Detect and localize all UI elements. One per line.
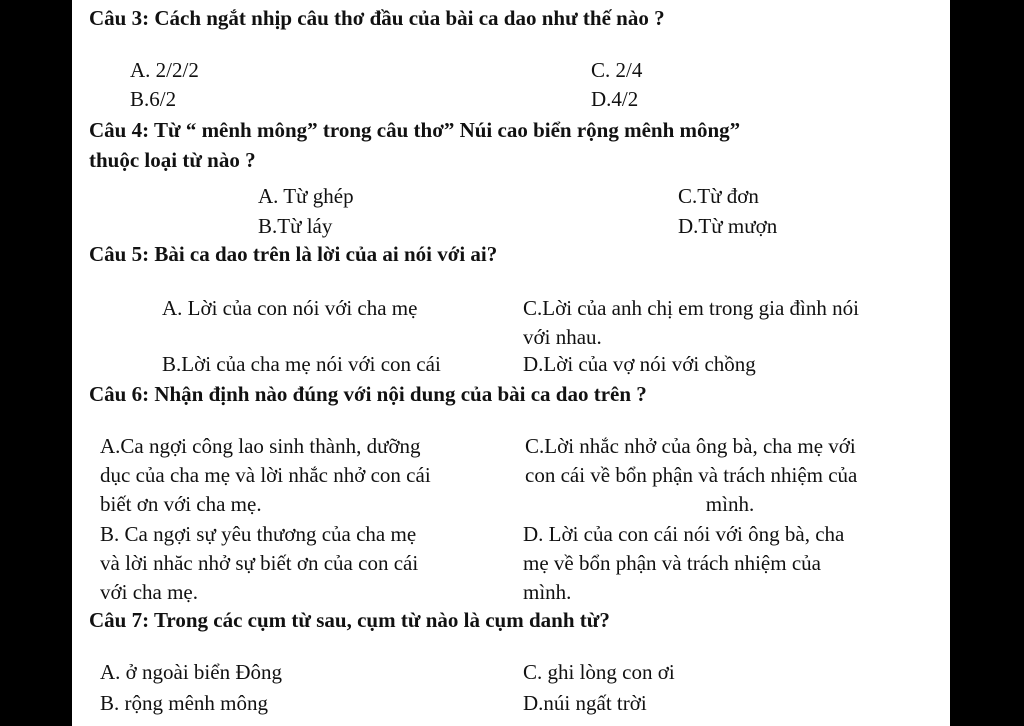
q5-option-b: B.Lời của cha mẹ nói với con cái [162,352,441,376]
q6-option-b-line2: và lời nhăc nhở sự biết ơn của con cái [100,551,419,575]
question-3-title: Câu 3: Cách ngắt nhịp câu thơ đầu của bài ca dao như thế nào ? [89,6,665,30]
q5-option-c-line1: C.Lời của anh chị em trong gia đình nói [523,296,859,320]
q6-option-d-line1: D. Lời của con cái nói với ông bà, cha [523,522,845,546]
q4-option-a: A. Từ ghép [258,184,354,208]
q6-option-a-line1: A.Ca ngợi công lao sinh thành, dưỡng [100,434,421,458]
q6-option-c-line2: con cái về bổn phận và trách nhiệm của [525,463,858,487]
question-4-title-line2: thuộc loại từ nào ? [89,148,256,172]
q3-option-d: D.4/2 [591,87,639,111]
q7-option-a: A. ở ngoài biển Đông [100,660,282,684]
q3-option-b: B.6/2 [130,87,177,111]
q6-option-a-line3: biết ơn với cha mẹ. [100,492,262,516]
q6-option-c-line1: C.Lời nhắc nhở của ông bà, cha mẹ với [525,434,856,458]
question-7-title: Câu 7: Trong các cụm từ sau, cụm từ nào là cụm danh từ? [89,608,610,632]
q4-option-b: B.Từ láy [258,214,333,238]
q5-option-c-line2: với nhau. [523,325,602,349]
q6-option-d-line2: mẹ về bổn phận và trách nhiệm của [523,551,821,575]
q6-option-d-line3: mình. [523,580,572,604]
q7-option-b: B. rộng mênh mông [100,691,268,715]
q4-option-d: D.Từ mượn [678,214,778,238]
q6-option-a-line2: dục của cha mẹ và lời nhắc nhở con cái [100,463,431,487]
q3-option-a: A. 2/2/2 [130,58,199,82]
q6-option-b-line1: B. Ca ngợi sự yêu thương của cha mẹ [100,522,417,546]
q6-option-b-line3: với cha mẹ. [100,580,198,604]
q7-option-c: C. ghi lòng con ơi [523,660,675,684]
q3-option-c: C. 2/4 [591,58,643,82]
q5-option-a: A. Lời của con nói với cha mẹ [162,296,418,320]
document-page [72,0,950,726]
q5-option-d: D.Lời của vợ nói với chồng [523,352,756,376]
question-4-title-line1: Câu 4: Từ “ mênh mông” trong câu thơ” Núi cao biển rộng mênh mông” [89,118,741,142]
q6-option-c-line3: mình. [705,492,755,516]
question-6-title: Câu 6: Nhận định nào đúng với nội dung của bài ca dao trên ? [89,382,647,406]
q4-option-c: C.Từ đơn [678,184,759,208]
q7-option-d: D.núi ngất trời [523,691,647,715]
question-5-title: Câu 5: Bài ca dao trên là lời của ai nói với ai? [89,242,498,266]
